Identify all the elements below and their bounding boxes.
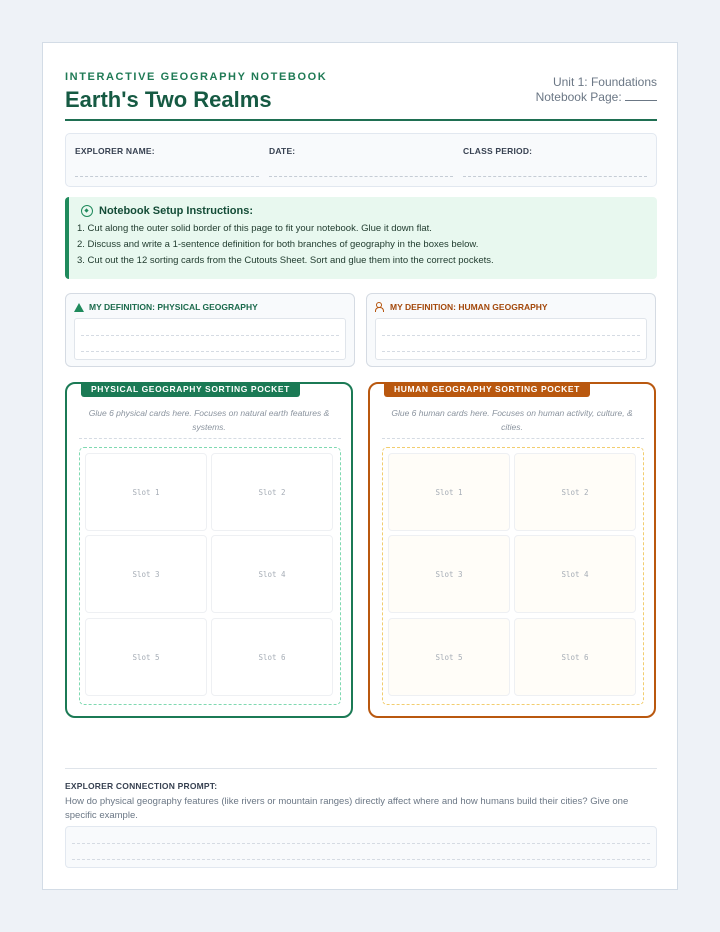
- explorer-name-label: EXPLORER NAME:: [75, 146, 155, 156]
- date-label: DATE:: [269, 146, 296, 156]
- write-line: [382, 335, 640, 336]
- instruction-step: 3. Cut out the 12 sorting cards from the Cutouts Sheet. Sort and glue them into the correct pockets.: [77, 255, 494, 266]
- card-slot[interactable]: Slot 1: [85, 453, 207, 531]
- physical-pocket-tab: PHYSICAL GEOGRAPHY SORTING POCKET: [81, 382, 300, 397]
- card-slot[interactable]: Slot 2: [211, 453, 333, 531]
- setup-instructions: [65, 197, 657, 279]
- class-period-field[interactable]: [463, 146, 647, 156]
- human-definition-label: MY DEFINITION: HUMAN GEOGRAPHY: [390, 302, 548, 312]
- mountain-icon: [74, 302, 85, 312]
- unit-meta: [536, 75, 657, 105]
- instructions-list: [77, 221, 657, 269]
- human-pocket-tab: HUMAN GEOGRAPHY SORTING POCKET: [384, 382, 590, 397]
- instruction-step: 1. Cut along the outer solid border of this page to fit your notebook. Glue it down flat.: [77, 223, 432, 234]
- write-line: [72, 843, 650, 844]
- card-slot[interactable]: Slot 6: [514, 618, 636, 696]
- notebook-sheet: [42, 42, 678, 890]
- card-slot[interactable]: Slot 6: [211, 618, 333, 696]
- people-icon: [375, 302, 386, 312]
- write-line: [382, 351, 640, 352]
- human-pocket-description: Glue 6 human cards here. Focuses on human activity, culture, & cities.: [391, 408, 633, 432]
- pocket-divider: [79, 438, 341, 439]
- notebook-page-blank[interactable]: [625, 90, 657, 101]
- section-divider: [65, 768, 657, 769]
- human-sorting-pocket: [368, 382, 656, 718]
- explorer-name-field[interactable]: [75, 146, 259, 156]
- write-line: [81, 335, 339, 336]
- human-definition-box: [366, 293, 656, 367]
- physical-definition-label: MY DEFINITION: PHYSICAL GEOGRAPHY: [89, 302, 258, 312]
- class-period-line[interactable]: [463, 176, 647, 177]
- physical-definition-input[interactable]: [74, 318, 346, 360]
- class-period-label: CLASS PERIOD:: [463, 146, 533, 156]
- unit-label: Unit 1: Foundations: [552, 75, 657, 89]
- card-slot[interactable]: Slot 4: [211, 535, 333, 613]
- explorer-name-line[interactable]: [75, 176, 259, 177]
- card-slot[interactable]: Slot 5: [85, 618, 207, 696]
- human-definition-input[interactable]: [375, 318, 647, 360]
- date-line[interactable]: [269, 176, 453, 177]
- physical-slot-area: [79, 447, 341, 705]
- physical-definition-heading: [74, 302, 258, 312]
- card-slot[interactable]: Slot 1: [388, 453, 510, 531]
- pocket-divider: [382, 438, 644, 439]
- notebook-kicker: INTERACTIVE GEOGRAPHY NOTEBOOK: [65, 71, 328, 83]
- physical-sorting-pocket: [65, 382, 353, 718]
- page-header: [65, 71, 657, 121]
- explorer-info-panel: [65, 133, 657, 187]
- physical-pocket-description: Glue 6 physical cards here. Focuses on natural earth features & systems.: [88, 408, 330, 432]
- write-line: [81, 351, 339, 352]
- human-definition-heading: [375, 302, 548, 312]
- page-title: Earth's Two Realms: [65, 87, 272, 112]
- connection-prompt-text: How do physical geography features (like rivers or mountain ranges) directly affect where and how humans build their cities? Give one specific example.: [65, 796, 629, 821]
- compass-icon: [81, 205, 93, 217]
- connection-answer-box[interactable]: [65, 826, 657, 868]
- date-field[interactable]: [269, 146, 453, 156]
- card-slot[interactable]: Slot 5: [388, 618, 510, 696]
- notebook-page-label: Notebook Page:: [535, 90, 622, 104]
- connection-prompt-heading: EXPLORER CONNECTION PROMPT:: [65, 781, 218, 791]
- card-slot[interactable]: Slot 2: [514, 453, 636, 531]
- notebook-page-row: [536, 90, 657, 105]
- card-slot[interactable]: Slot 4: [514, 535, 636, 613]
- instructions-heading: Notebook Setup Instructions:: [99, 205, 253, 217]
- physical-definition-box: [65, 293, 355, 367]
- card-slot[interactable]: Slot 3: [85, 535, 207, 613]
- instructions-heading-row: [81, 205, 657, 217]
- write-line: [72, 859, 650, 860]
- card-slot[interactable]: Slot 3: [388, 535, 510, 613]
- instruction-step: 2. Discuss and write a 1-sentence definition for both branches of geography in the boxes below.: [77, 239, 479, 250]
- human-slot-area: [382, 447, 644, 705]
